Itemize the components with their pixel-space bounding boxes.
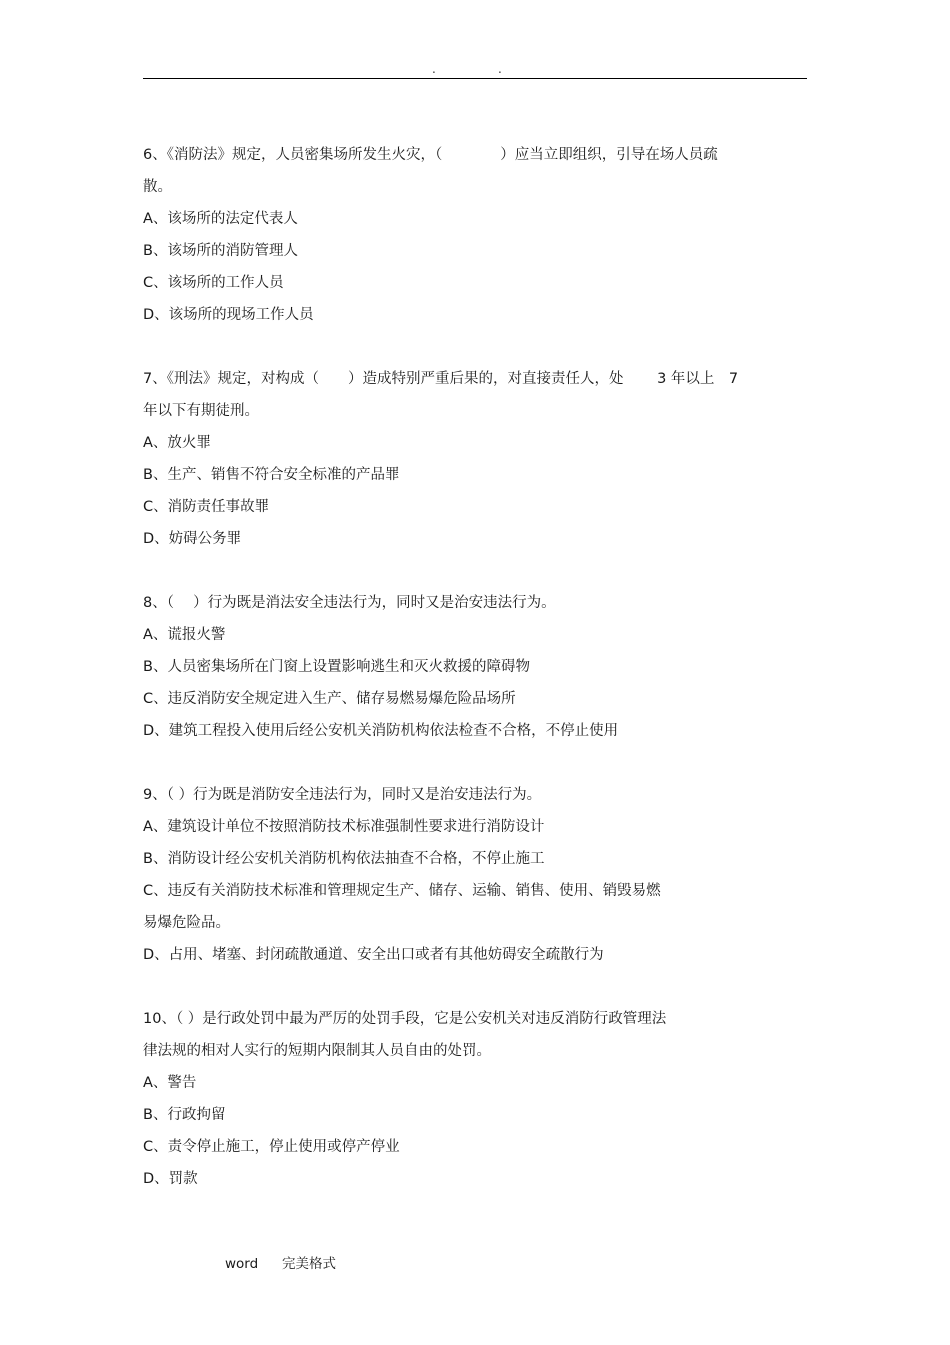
- question-10-option-b: B、行政拘留: [143, 1107, 226, 1123]
- question-9-option-c: C、违反有关消防技术标准和管理规定生产、储存、运输、销售、使用、销毁易燃: [143, 883, 661, 899]
- question-6-option-a: A、该场所的法定代表人: [143, 211, 298, 227]
- question-7-option-d: D、妨碍公务罪: [143, 531, 242, 547]
- header-rule: [143, 78, 807, 79]
- question-10-option-a: A、警告: [143, 1075, 197, 1091]
- footer-word: word: [225, 1256, 259, 1272]
- question-10-option-d: D、罚款: [143, 1171, 198, 1187]
- question-8-option-b: B、人员密集场所在门窗上设置影响逃生和灭火救援的障碍物: [143, 659, 530, 675]
- question-9-option-b: B、消防设计经公安机关消防机构依法抽查不合格，不停止施工: [143, 851, 545, 867]
- footer-label: 完美格式: [282, 1256, 336, 1272]
- question-8-line-1: 8、（ ）行为既是消法安全违法行为，同时又是治安违法行为。: [143, 595, 556, 611]
- question-6-option-c: C、该场所的工作人员: [143, 275, 284, 291]
- question-9-option-d: D、占用、堵塞、封闭疏散通道、安全出口或者有其他妨碍安全疏散行为: [143, 947, 604, 963]
- question-6-option-b: B、该场所的消防管理人: [143, 243, 298, 259]
- question-6-line-2: 散。: [143, 179, 172, 195]
- question-6-line-1: 6、《消防法》规定，人员密集场所发生火灾，（ ）应当立即组织，引导在场人员疏: [143, 147, 718, 163]
- question-8-option-d: D、建筑工程投入使用后经公安机关消防机构依法检查不合格，不停止使用: [143, 723, 619, 739]
- question-8-option-c: C、违反消防安全规定进入生产、储存易燃易爆危险品场所: [143, 691, 516, 707]
- header-dot-right: .: [498, 62, 502, 76]
- question-9-option-a: A、建筑设计单位不按照消防技术标准强制性要求进行消防设计: [143, 819, 545, 835]
- question-9-option-c-cont: 易爆危险品。: [143, 915, 230, 931]
- question-10-line-2: 律法规的相对人实行的短期内限制其人员自由的处罚。: [143, 1043, 491, 1059]
- question-10-option-c: C、责令停止施工，停止使用或停产停业: [143, 1139, 400, 1155]
- question-7-line-1: 7、《刑法》规定，对构成（ ）造成特别严重后果的，对直接责任人，处 3 年以上 7: [143, 371, 739, 387]
- question-9-line-1: 9、（ ）行为既是消防安全违法行为，同时又是治安违法行为。: [143, 787, 542, 803]
- question-10-line-1: 10、（ ）是行政处罚中最为严厉的处罚手段，它是公安机关对违反消防行政管理法: [143, 1011, 667, 1027]
- question-7-option-b: B、生产、销售不符合安全标准的产品罪: [143, 467, 400, 483]
- question-8-option-a: A、谎报火警: [143, 627, 226, 643]
- question-6-option-d: D、该场所的现场工作人员: [143, 307, 314, 323]
- question-7-line-2: 年以下有期徒刑。: [143, 403, 259, 419]
- question-7-option-a: A、放火罪: [143, 435, 211, 451]
- question-7-option-c: C、消防责任事故罪: [143, 499, 270, 515]
- header-dot-left: .: [432, 62, 436, 76]
